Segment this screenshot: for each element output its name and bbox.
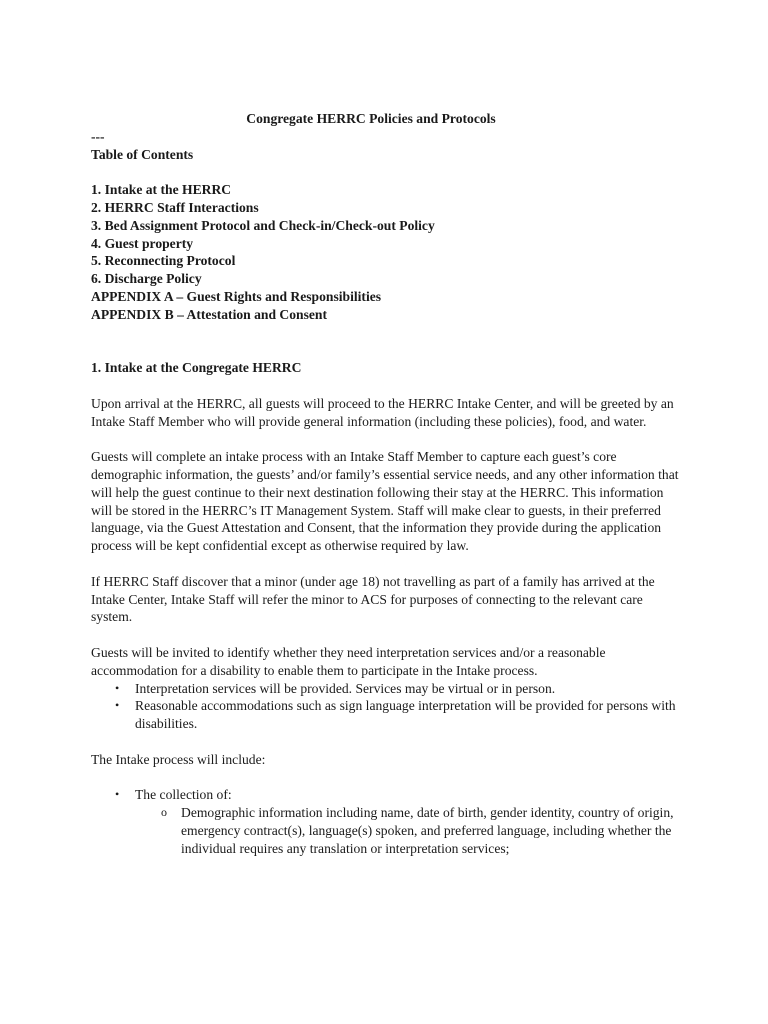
- list-item: [91, 697, 681, 733]
- list-item-text: The collection of:: [135, 787, 232, 803]
- list-item-text: Reasonable accommodations such as sign language interpretation will be provided for persons with disabilities.: [135, 698, 676, 732]
- bullet-list: [91, 786, 681, 804]
- toc-item: APPENDIX A – Guest Rights and Responsibilities: [91, 288, 382, 304]
- toc-item: 3. Bed Assignment Protocol and Check-in/Check-out Policy: [91, 217, 435, 233]
- circle-bullet-icon: o: [161, 805, 167, 820]
- bullet-icon: •: [115, 787, 120, 802]
- sub-bullet-list: [91, 804, 681, 857]
- toc-item: 2. HERRC Staff Interactions: [91, 199, 259, 215]
- toc-item: 4. Guest property: [91, 235, 194, 251]
- list-item: [91, 680, 681, 698]
- toc-item: APPENDIX B – Attestation and Consent: [91, 306, 328, 322]
- section-heading: 1. Intake at the Congregate HERRC: [91, 360, 302, 376]
- paragraph: Guests will be invited to identify whether they need interpretation services and/or a reasonable accommodation for a disability to enable them to participate in the Intake process.: [91, 644, 606, 678]
- document-page: [91, 110, 681, 857]
- toc-item: 1. Intake at the HERRC: [91, 182, 232, 198]
- list-item: [91, 786, 681, 804]
- separator: ---: [91, 128, 105, 144]
- list-item: [91, 804, 681, 857]
- list-item-text: Interpretation services will be provided. Services may be virtual or in person.: [135, 680, 556, 696]
- paragraph: Upon arrival at the HERRC, all guests will proceed to the HERRC Intake Center, and will be greeted by an Intake Staff Member who will provide general information (including these policies), food, and water.: [91, 395, 674, 429]
- bullet-icon: •: [115, 698, 120, 713]
- list-item-text: Demographic information including name, date of birth, gender identity, country of origin, emergency contract(s), language(s) spoken, and preferred language, including whether the individual requires any translation or interpretation services;: [181, 805, 674, 856]
- toc-item: 5. Reconnecting Protocol: [91, 253, 236, 269]
- toc-item: 6. Discharge Policy: [91, 271, 202, 287]
- paragraph: The Intake process will include:: [91, 751, 266, 767]
- bullet-list: [91, 680, 681, 733]
- document-title: Congregate HERRC Policies and Protocols: [246, 111, 496, 126]
- paragraph: If HERRC Staff discover that a minor (under age 18) not travelling as part of a family has arrived at the Intake Center, Intake Staff will refer the minor to ACS for purposes of connecting to the relevant care system.: [91, 573, 655, 625]
- bullet-icon: •: [115, 680, 120, 695]
- paragraph: Guests will complete an intake process with an Intake Staff Member to capture each guest’s core demographic information, the guests’ and/or family’s essential service needs, and any other information that will help the guest continue to their next destination following their stay at the HERRC. This information will be stored in the HERRC’s IT Management System. Staff will make clear to guests, in their preferred language, via the Guest Attestation and Consent, that the information they provide during the application process will be kept confidential except as otherwise required by law.: [91, 449, 679, 554]
- toc-heading: Table of Contents: [91, 146, 194, 162]
